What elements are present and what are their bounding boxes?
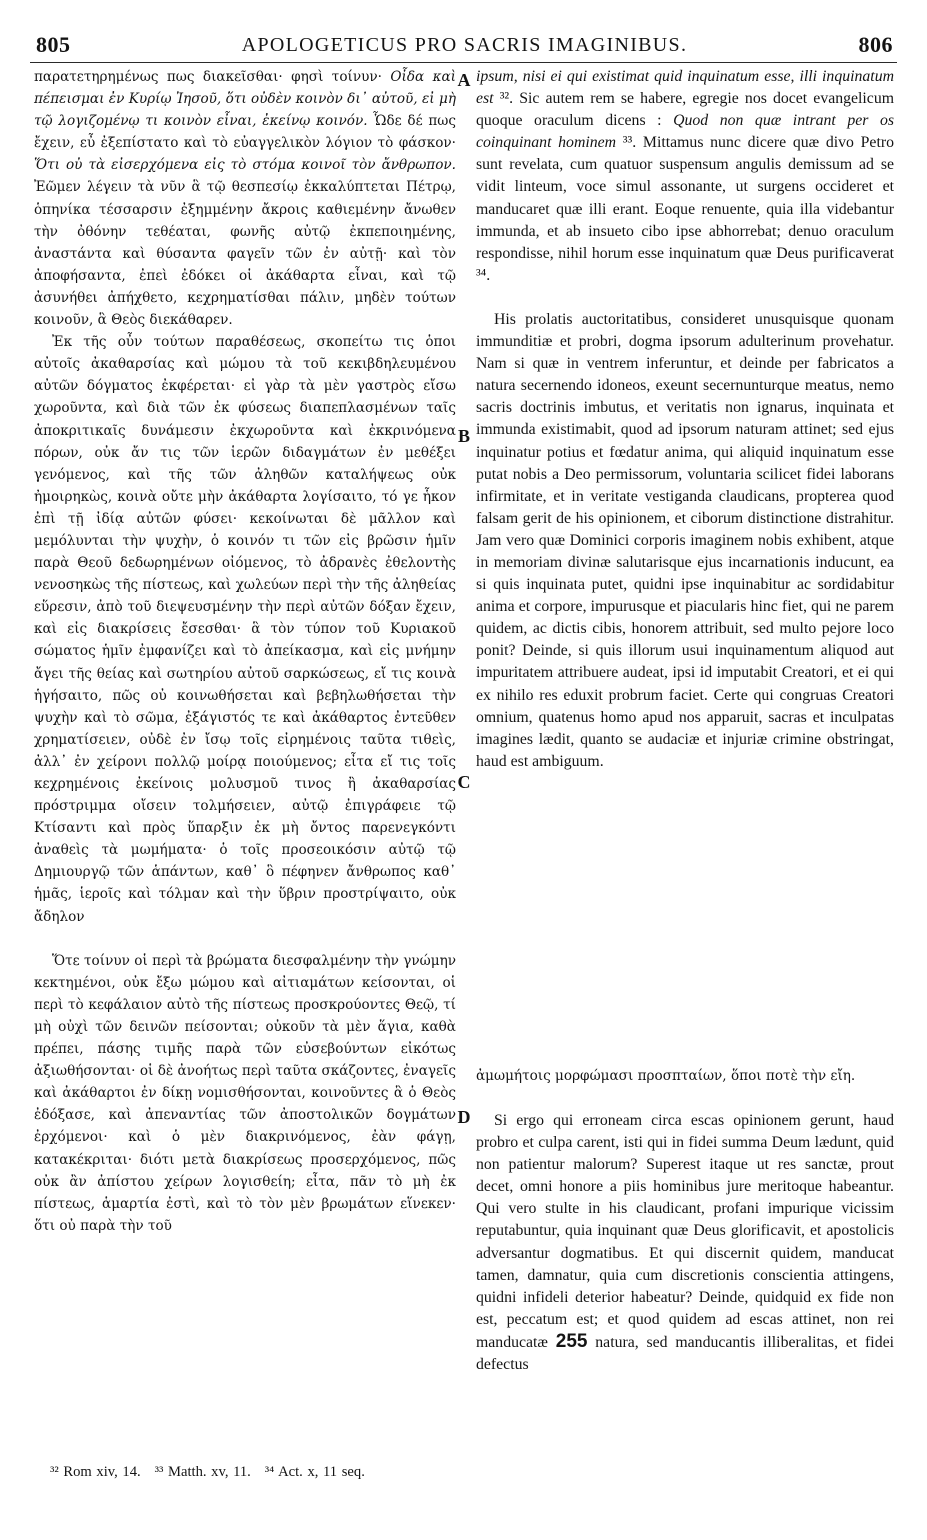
latin-paragraph-3 — [476, 1110, 894, 1376]
latin-quote: Quod non quæ intrant per os coinquinant hominem — [476, 112, 894, 152]
running-title: APOLOGETICUS PRO SACRIS IMAGINIBUS. — [241, 34, 688, 56]
latin-text: . Mittamus nunc dicere quæ divo Petro sunt revelata, cum quatuor suspensum angulis demissum ad se vidit linteum, voce simul assonante, ut surgens occideret et manducaret quæ illi erant. Eoque renuente, quia illa videbantur immunda, et ab insueto cibo ipse abhorrebat; denuo oraculum respondisse, nihil horum esse inquinatum quæ Deus purificaverat — [476, 134, 894, 262]
greek-paragraph-1 — [34, 66, 456, 331]
column-number: 255 — [555, 1330, 588, 1352]
greek-quote: Οἶδα καὶ πέπεισμαι ἐν Κυρίῳ Ἰησοῦ, ὅτι οὐδὲν κοινὸν δι᾽ αὐτοῦ, εἰ μὴ τῷ λογιζομένῳ τι κοινὸν εἶναι, ἐκείνῳ κοινόν. — [34, 69, 456, 130]
header-rule — [30, 62, 897, 63]
greek-tail: ἀμωμήτοις μορφώμασι προσπταίων, ὅποι ποτὲ τὴν εἴη. — [476, 1068, 856, 1084]
latin-paragraph-1 — [476, 66, 894, 287]
latin-text: natura, sed manducantis illiberalitas, et fidei defectus — [476, 1333, 894, 1374]
latin-text: Si ergo qui erroneam circa escas opinionem gerunt, haud probro et culpa carent, isti qui in fidei summa Deum lædunt, quid non patientur malorum? Superest itaque ut res sanctæ, prout decet, omni honore a piis hominibus jure meritoque habeantur. Qui vero stulte in his claudicant, profani impurique vicissim reputabuntur, quia inquinant quæ Deus glorificavit, et apostolicis adversantur dogmatibus. Et qui discernit quidem, manducat tamen, damnatur, quia cum discretionis conscientia attingens, quidni infideli deterior habeatur? Deinde, quidquid ex fide non est, peccatum est; et quod quidem ad escas attinet, non rei manducatæ — [476, 1112, 894, 1351]
greek-quote: Ὅτι οὐ τὰ εἰσερχόμενα εἰς τὸ στόμα κοινοῖ τὸν ἄνθρωπον. — [34, 157, 456, 174]
footnote-ref: ³⁴ — [476, 266, 487, 284]
greek-column — [34, 66, 456, 1237]
footnotes — [50, 1464, 365, 1481]
margin-letter-c: C — [457, 772, 471, 792]
latin-paragraph-3-block — [476, 1110, 894, 1376]
margin-letter-a: A — [457, 70, 471, 90]
latin-column — [476, 66, 894, 773]
latin-text: . Sic autem rem se habere, egregie nos docet evangelicum quoque oraculum dicens : — [476, 90, 895, 130]
greek-paragraph-3: Ὅτε τοίνυν οἱ περὶ τὰ βρώματα διεσφαλμένην τὴν γνώμην κεκτημένοι, οὐκ ἔξω μώμου καὶ αἰτιαμάτων κείσονται, οἱ περὶ τὸ κεφάλαιον αὐτὸ τῆς πίστεως προσκρούοντες Θεῷ, τί μὴ οὐχὶ τῶν δεινῶν πείσονται; οὐκοῦν τὰ μὲν ἅγια, καθὰ πρέπει, πάσης τιμῆς παρὰ τῶν εὐσεβούντων εἰκότως ἀξιωθήσονται· οἱ δὲ ἀνοήτως περὶ ταῦτα σκάζοντες, ἐναγεῖς καὶ ἀκάθαρτοι ἐν δίκῃ νομισθήσονται, κοινοῦντες ἃ ὁ Θεὸς ἐδόξασε, καὶ ἀπεναντίας τῶν ἀποστολικῶν δογμάτων ἐρχόμενοι· καὶ ὁ μὲν διακρινόμενος, ἐὰν φάγῃ, κατακέκριται· διότι μετὰ διακρίσεως προσερχόμενος, πῶς οὐκ ἂν ἀπίστου χείρων λογισθείη; εἶτα, πᾶν τὸ μὴ ἐκ πίστεως, ἁμαρτία ἐστὶ, καὶ τὸ τὸν μὲν βρωμάτων εἵνεκεν· ὅτι οὐ παρὰ τὴν τοῦ — [34, 952, 456, 1234]
greek-text: Ἐῶμεν λέγειν τὰ νῦν ἃ τῷ θεσπεσίῳ ἐκκαλύπτεται Πέτρῳ, ὁπηνίκα τέσσαρσιν ἐξημμένην ἄκροις καθιεμένην ἄνωθεν τὴν ὀθόνην τεθέαται, φωνῆς αὐτῷ ἐκπεποιημένης, ἀναστάντα καὶ θύσαντα φαγεῖν τῶν ἐν αὐτῇ· καὶ τὸν ἀποφήσαντα, ἐπεὶ ἐδόκει οἱ ἀκάθαρτα εἶναι, καὶ τῷ ἀσυνήθει ἀπήχθετο, κεχρηματίσθαι πάλιν, μηδὲν τούτων κοινοῦν, ἃ Θεὸς διεκάθαρεν. — [34, 179, 456, 329]
footnote-32: ³² Rom xiv, 14. — [50, 1464, 141, 1480]
page-number-right: 806 — [858, 32, 893, 57]
page-number-left: 805 — [36, 32, 71, 57]
running-header — [36, 32, 893, 62]
greek-tail-block — [476, 1065, 894, 1087]
margin-letter-d: D — [457, 1107, 471, 1127]
latin-paragraph-2: His prolatis auctoritatibus, consideret unusquisque quonam immunditiæ et probri, dogma ipsorum adulterinum provehatur. Nam si quæ in ventrem inferuntur, et deinde per fabricatos a natura secernendo idoneos, exeunt secernunturque meatus, nemo sacris doctrinis imbutus, et veritatis non ignarus, inquinata et immunda existimabit, quod ad ipsorum naturam attinet; sed ejus inquinatur potius et fœdatur anima, qui aliquid inquinatum esse putat nobis a Deo permissorum, voluntaria scilicet fidei laborans infirmitate, et in veritate vestiganda claudicans, propterea quod falsam gerit de his opinionem, et ciborum distinctione distrahitur. Jam vero quæ Dominici corporis imaginem nobis exhibent, atque in memoriam divinæ salutarisque ejus incarnationis inducunt, ea si quis inquinata putet, quidni ipse inquinabitur ac sordidabitur anima et corpore, impurusque et piacularis hinc fiet, qui ne parem quidem, ac dictis cibis, honorem attribuit, sed multo pejore loco ponit? Deinde, si quis illorum usui inquinamentum aliquod aut impuritatem attribuere audeat, ipsi id imputabit Creatori, et ei qui ex nihilo res eduxit probrum faciet. Certe qui congruas Creatori omnium, quatenus homo apud nos apparuit, sacras et inculpatas imagines lædit, quanto se audaciæ et injuriæ crimine obstringat, haud est ambiguum. — [476, 310, 894, 770]
footnote-33: ³³ Matth. xv, 11. — [154, 1464, 251, 1480]
margin-letter-b: B — [457, 426, 470, 446]
latin-quote: ipsum, nisi ei qui existimat quid inquinatum esse, illi inquinatum est — [476, 68, 894, 108]
greek-text: Ὧδε δέ πως ἔχειν, εὖ ἐξεπίστατο καὶ τὸ εὐαγγελικὸν λόγιον τὸ φάσκον· — [34, 113, 456, 152]
latin-text: . — [486, 266, 491, 284]
footnote-34: ³⁴ Act. x, 11 seq. — [264, 1464, 365, 1480]
footnote-ref: ³² — [499, 90, 510, 108]
greek-text: παρατετηρημένως πως διακεῖσθαι· φησὶ τοίνυν· — [34, 69, 382, 85]
greek-paragraph-2: Ἐκ τῆς οὖν τούτων παραθέσεως, σκοπείτω τις ὁποι αὐτοῖς ἀκαθαρσίας καὶ μώμου τὰ τοῦ κεκιβδηλευμένου αὐτῶν δόγματος ἐκφέρεται· εἰ γὰρ τὰ μὲν γαστρὸς εἴσω χωροῦντα, καὶ διὰ τῶν ἐκ φύσεως διαπεπλασμένων ταῖς ἀποκριτικαῖς δυνάμεσιν ἐκχωροῦντα καὶ ἐκκρινόμενα πόρων, οὐκ ἄν τις τῶν ἱερῶν διδαγμάτων ἐν μεθέξει γενόμενος, καὶ τῆς τῶν ἀληθῶν καταλήψεως οὐκ ἠμοιρηκὼς, κοινὰ οὔτε μὴν ἀκάθαρτα λογίσαιτο, τό γε ἧκον ἐπὶ τῇ ἰδίᾳ αὐτῶν φύσει· κεκοίνωται δὲ μᾶλλον καὶ μεμόλυνται τὴν ψυχὴν, ὁ κοινόν τι τῶν εἰς βρῶσιν ἡμῖν παρὰ Θεοῦ δεδωρημένων οἰόμενος, τὸ ἀδρανὲς ἐθελοντὴς νενοσηκὼς τῆς πίστεως, καὶ χωλεύων περὶ τὴν τῆς ἀληθείας εὕρεσιν, ἀπὸ τοῦ διεψευσμένην τὴν περὶ αὐτῶν δόξαν ἔχειν, καὶ εἰς διακρίσεις ἔσεσθαι· ἃ τὸν τύπον τοῦ Κυριακοῦ σώματος ἡμῖν ἐμφανίζει καὶ τὸ ἀπείκασμα, καὶ εἰς μνήμην ἄγει τῆς θείας καὶ σωτηρίου αὐτοῦ σαρκώσεως, εἴ τις κοινὰ ἡγήσαιτο, πῶς οὐ κοινωθήσεται καὶ βεβηλωθήσεται τὴν ψυχὴν καὶ τὸ σῶμα, ἐξάγιστός τε καὶ ἀκάθαρτος ἐντεῦθεν χρηματίσειεν, οὐδὲ ἐν ἴσῳ τοῖς εἰρημένοις ταῦτα τιθεὶς, ἀλλ᾽ ἐν χείρονι πολλῷ μοίρᾳ ποιούμενος; εἶτα εἴ τις τοῖς κεχρημένοις ἐκείνοις μολυσμοῦ τινος ἢ ἀκαθαρσίας πρόστριμμα οἴσειν τολμήσειεν, αὐτῷ ἐπιγράφειε τῷ Κτίσαντι καὶ πρὸς ὕπαρξιν ἐκ μὴ ὄντος παρενεγκόντι ἀναθεὶς τὰ μωμήματα· ὁ τοῖς προσεοικόσιν αὐτῷ τῷ Δημιουργῷ τῶν ἁπάντων, καθ᾽ ὃ πέφηνεν ἄνθρωπος καθ᾽ ἡμᾶς, ἱεροῖς καὶ τόλμαν καὶ τὴν ὕβριν προστρίψαιτο, οὐκ ἄδηλον — [34, 334, 456, 925]
footnote-ref: ³³ — [622, 134, 633, 152]
